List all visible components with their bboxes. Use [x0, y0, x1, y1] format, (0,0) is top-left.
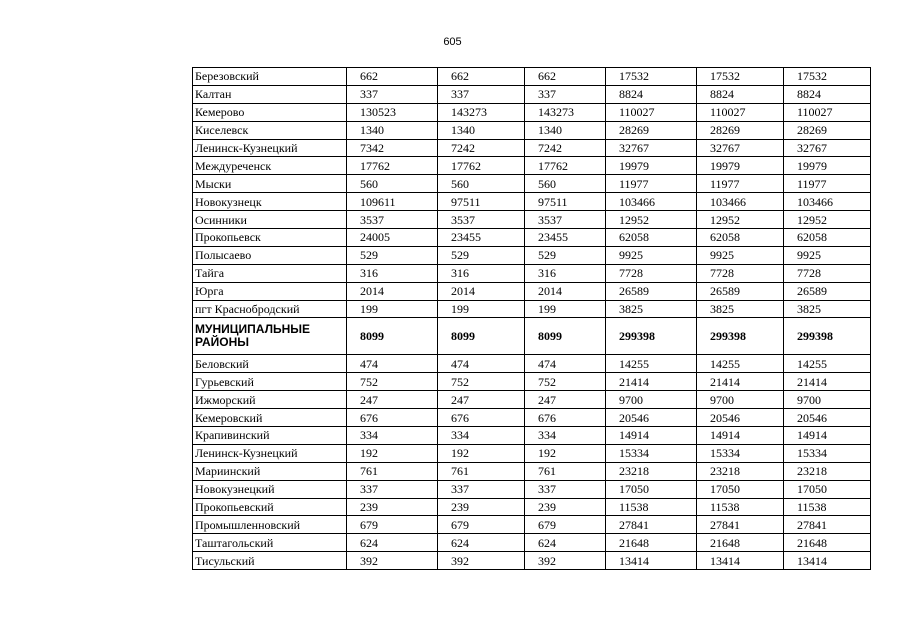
value-cell: 62058: [697, 229, 784, 247]
value-cell: 676: [438, 409, 525, 427]
value-cell: 239: [438, 498, 525, 516]
value-cell: 624: [438, 534, 525, 552]
row-name-cell: МУНИЦИПАЛЬНЫЕ РАЙОНЫ: [193, 318, 347, 355]
table-row: [193, 85, 871, 103]
value-cell: 239: [347, 498, 438, 516]
row-name-cell: Мариинский: [193, 462, 347, 480]
row-name-cell: Прокопьевск: [193, 229, 347, 247]
value-cell: 560: [525, 175, 606, 193]
value-cell: 247: [347, 391, 438, 409]
value-cell: 11538: [784, 498, 871, 516]
row-name-cell: Беловский: [193, 355, 347, 373]
value-cell: 247: [438, 391, 525, 409]
value-cell: 316: [438, 264, 525, 282]
value-cell: 392: [438, 552, 525, 570]
value-cell: 26589: [697, 282, 784, 300]
value-cell: 28269: [784, 121, 871, 139]
value-cell: 27841: [606, 516, 697, 534]
table-row: [193, 175, 871, 193]
value-cell: 15334: [606, 444, 697, 462]
table-row: [193, 157, 871, 175]
value-cell: 662: [347, 68, 438, 86]
value-cell: 199: [438, 300, 525, 318]
value-cell: 679: [438, 516, 525, 534]
value-cell: 529: [438, 246, 525, 264]
value-cell: 14914: [606, 427, 697, 445]
value-cell: 529: [347, 246, 438, 264]
value-cell: 14914: [697, 427, 784, 445]
value-cell: 23455: [438, 229, 525, 247]
value-cell: 110027: [784, 103, 871, 121]
value-cell: 334: [438, 427, 525, 445]
value-cell: 337: [525, 85, 606, 103]
value-cell: 11977: [606, 175, 697, 193]
value-cell: 7242: [525, 139, 606, 157]
value-cell: 103466: [606, 193, 697, 211]
value-cell: 3537: [438, 211, 525, 229]
value-cell: 8824: [697, 85, 784, 103]
value-cell: 679: [347, 516, 438, 534]
table-row: [193, 498, 871, 516]
value-cell: 17532: [784, 68, 871, 86]
value-cell: 26589: [606, 282, 697, 300]
value-cell: 19979: [697, 157, 784, 175]
table-row: [193, 282, 871, 300]
value-cell: 17532: [606, 68, 697, 86]
row-name-cell: пгт Краснобродский: [193, 300, 347, 318]
value-cell: 32767: [606, 139, 697, 157]
value-cell: 110027: [606, 103, 697, 121]
row-name-cell: Осинники: [193, 211, 347, 229]
value-cell: 2014: [525, 282, 606, 300]
value-cell: 19979: [784, 157, 871, 175]
value-cell: 392: [347, 552, 438, 570]
value-cell: 21414: [606, 373, 697, 391]
value-cell: 26589: [784, 282, 871, 300]
value-cell: 337: [347, 85, 438, 103]
value-cell: 8099: [525, 318, 606, 355]
value-cell: 23218: [784, 462, 871, 480]
row-name-cell: Юрга: [193, 282, 347, 300]
row-name-cell: Тисульский: [193, 552, 347, 570]
table-row: [193, 229, 871, 247]
value-cell: 239: [525, 498, 606, 516]
value-cell: 474: [347, 355, 438, 373]
value-cell: 14255: [784, 355, 871, 373]
value-cell: 199: [525, 300, 606, 318]
value-cell: 12952: [784, 211, 871, 229]
row-name-cell: Кемеровский: [193, 409, 347, 427]
table-body: [193, 68, 871, 570]
value-cell: 97511: [525, 193, 606, 211]
value-cell: 32767: [784, 139, 871, 157]
value-cell: 9700: [697, 391, 784, 409]
table-row: [193, 211, 871, 229]
value-cell: 110027: [697, 103, 784, 121]
value-cell: 8099: [438, 318, 525, 355]
table-row: [193, 193, 871, 211]
value-cell: 299398: [697, 318, 784, 355]
row-name-cell: Тайга: [193, 264, 347, 282]
value-cell: 14255: [697, 355, 784, 373]
value-cell: 11977: [697, 175, 784, 193]
value-cell: 3825: [784, 300, 871, 318]
value-cell: 23218: [697, 462, 784, 480]
value-cell: 23455: [525, 229, 606, 247]
value-cell: 560: [438, 175, 525, 193]
value-cell: 21648: [606, 534, 697, 552]
value-cell: 7728: [697, 264, 784, 282]
value-cell: 1340: [438, 121, 525, 139]
value-cell: 474: [525, 355, 606, 373]
value-cell: 392: [525, 552, 606, 570]
value-cell: 3825: [697, 300, 784, 318]
table-row: [193, 427, 871, 445]
value-cell: 32767: [697, 139, 784, 157]
value-cell: 334: [347, 427, 438, 445]
value-cell: 3537: [525, 211, 606, 229]
value-cell: 662: [438, 68, 525, 86]
value-cell: 474: [438, 355, 525, 373]
value-cell: 7342: [347, 139, 438, 157]
value-cell: 20546: [606, 409, 697, 427]
value-cell: 17762: [525, 157, 606, 175]
row-name-cell: Крапивинский: [193, 427, 347, 445]
value-cell: 192: [525, 444, 606, 462]
row-name-cell: Березовский: [193, 68, 347, 86]
row-name-cell: Ленинск-Кузнецкий: [193, 444, 347, 462]
row-name-cell: Кемерово: [193, 103, 347, 121]
table-row: [193, 409, 871, 427]
value-cell: 761: [347, 462, 438, 480]
value-cell: 13414: [697, 552, 784, 570]
value-cell: 337: [438, 85, 525, 103]
value-cell: 8099: [347, 318, 438, 355]
value-cell: 97511: [438, 193, 525, 211]
row-name-cell: Прокопьевский: [193, 498, 347, 516]
value-cell: 62058: [784, 229, 871, 247]
value-cell: 679: [525, 516, 606, 534]
value-cell: 676: [525, 409, 606, 427]
value-cell: 676: [347, 409, 438, 427]
row-name-cell: Ижморский: [193, 391, 347, 409]
value-cell: 334: [525, 427, 606, 445]
row-name-cell: Таштагольский: [193, 534, 347, 552]
value-cell: 761: [438, 462, 525, 480]
value-cell: 14255: [606, 355, 697, 373]
table-row-section-header: [193, 318, 871, 355]
value-cell: 103466: [697, 193, 784, 211]
value-cell: 199: [347, 300, 438, 318]
value-cell: 1340: [347, 121, 438, 139]
value-cell: 7242: [438, 139, 525, 157]
value-cell: 17762: [347, 157, 438, 175]
value-cell: 247: [525, 391, 606, 409]
value-cell: 23218: [606, 462, 697, 480]
value-cell: 192: [347, 444, 438, 462]
table-row: [193, 391, 871, 409]
value-cell: 337: [347, 480, 438, 498]
table-row: [193, 462, 871, 480]
value-cell: 529: [525, 246, 606, 264]
value-cell: 21414: [697, 373, 784, 391]
value-cell: 3825: [606, 300, 697, 318]
value-cell: 12952: [697, 211, 784, 229]
value-cell: 130523: [347, 103, 438, 121]
table-row: [193, 103, 871, 121]
value-cell: 299398: [784, 318, 871, 355]
value-cell: 143273: [438, 103, 525, 121]
data-table: [192, 67, 871, 570]
row-name-cell: Полысаево: [193, 246, 347, 264]
value-cell: 337: [438, 480, 525, 498]
value-cell: 17050: [784, 480, 871, 498]
row-name-cell: Мыски: [193, 175, 347, 193]
row-name-cell: Калтан: [193, 85, 347, 103]
row-name-cell: Ленинск-Кузнецкий: [193, 139, 347, 157]
value-cell: 11977: [784, 175, 871, 193]
row-name-cell: Промышленновский: [193, 516, 347, 534]
value-cell: 752: [347, 373, 438, 391]
value-cell: 143273: [525, 103, 606, 121]
value-cell: 624: [525, 534, 606, 552]
value-cell: 13414: [606, 552, 697, 570]
value-cell: 9925: [784, 246, 871, 264]
value-cell: 109611: [347, 193, 438, 211]
value-cell: 11538: [606, 498, 697, 516]
row-name-cell: Новокузнецкий: [193, 480, 347, 498]
value-cell: 9700: [784, 391, 871, 409]
value-cell: 15334: [697, 444, 784, 462]
value-cell: 752: [525, 373, 606, 391]
table-row: [193, 552, 871, 570]
value-cell: 192: [438, 444, 525, 462]
table-row: [193, 300, 871, 318]
value-cell: 19979: [606, 157, 697, 175]
value-cell: 24005: [347, 229, 438, 247]
table-row: [193, 355, 871, 373]
value-cell: 103466: [784, 193, 871, 211]
value-cell: 17532: [697, 68, 784, 86]
table-row: [193, 480, 871, 498]
value-cell: 27841: [784, 516, 871, 534]
value-cell: 13414: [784, 552, 871, 570]
row-name-cell: Новокузнецк: [193, 193, 347, 211]
table-row: [193, 264, 871, 282]
row-name-cell: Междуреченск: [193, 157, 347, 175]
value-cell: 752: [438, 373, 525, 391]
value-cell: 299398: [606, 318, 697, 355]
value-cell: 316: [347, 264, 438, 282]
value-cell: 17050: [606, 480, 697, 498]
value-cell: 7728: [606, 264, 697, 282]
table-row: [193, 373, 871, 391]
value-cell: 8824: [606, 85, 697, 103]
value-cell: 624: [347, 534, 438, 552]
value-cell: 20546: [784, 409, 871, 427]
value-cell: 3537: [347, 211, 438, 229]
table-row: [193, 246, 871, 264]
value-cell: 28269: [606, 121, 697, 139]
value-cell: 761: [525, 462, 606, 480]
table-row: [193, 444, 871, 462]
value-cell: 2014: [347, 282, 438, 300]
value-cell: 662: [525, 68, 606, 86]
value-cell: 17050: [697, 480, 784, 498]
value-cell: 11538: [697, 498, 784, 516]
value-cell: 15334: [784, 444, 871, 462]
row-name-cell: Гурьевский: [193, 373, 347, 391]
table-row: [193, 121, 871, 139]
row-name-cell: Киселевск: [193, 121, 347, 139]
table-row: [193, 68, 871, 86]
value-cell: 14914: [784, 427, 871, 445]
value-cell: 21648: [697, 534, 784, 552]
value-cell: 2014: [438, 282, 525, 300]
value-cell: 28269: [697, 121, 784, 139]
value-cell: 9925: [606, 246, 697, 264]
value-cell: 560: [347, 175, 438, 193]
value-cell: 1340: [525, 121, 606, 139]
page-number: 605: [443, 36, 462, 48]
value-cell: 21648: [784, 534, 871, 552]
value-cell: 21414: [784, 373, 871, 391]
value-cell: 27841: [697, 516, 784, 534]
table-row: [193, 534, 871, 552]
table-row: [193, 139, 871, 157]
value-cell: 337: [525, 480, 606, 498]
value-cell: 17762: [438, 157, 525, 175]
value-cell: 7728: [784, 264, 871, 282]
value-cell: 62058: [606, 229, 697, 247]
value-cell: 12952: [606, 211, 697, 229]
value-cell: 9700: [606, 391, 697, 409]
value-cell: 8824: [784, 85, 871, 103]
value-cell: 316: [525, 264, 606, 282]
value-cell: 9925: [697, 246, 784, 264]
value-cell: 20546: [697, 409, 784, 427]
table-row: [193, 516, 871, 534]
